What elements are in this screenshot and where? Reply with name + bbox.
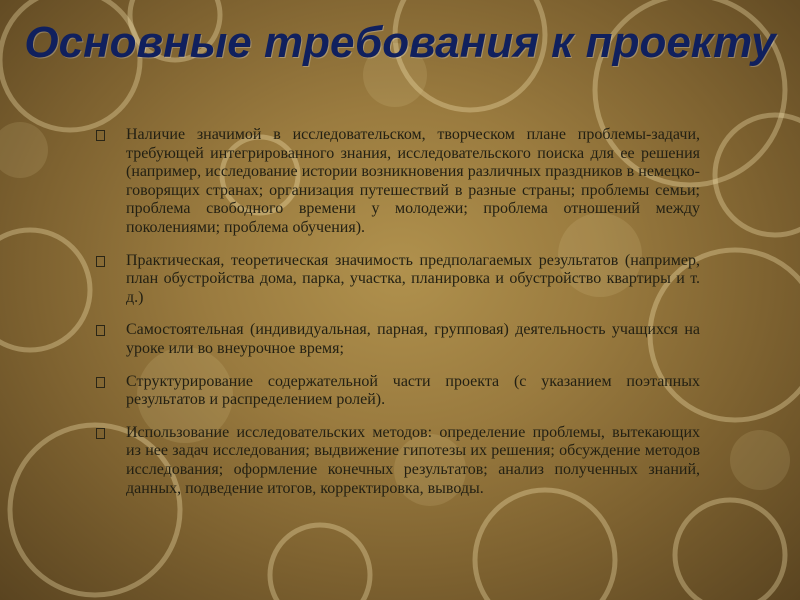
square-bullet-icon xyxy=(96,377,105,388)
list-item xyxy=(96,321,700,358)
square-bullet-icon xyxy=(96,325,105,336)
list-item xyxy=(96,126,700,238)
list-item xyxy=(96,373,700,410)
bokeh-circle xyxy=(270,525,370,600)
requirements-list xyxy=(96,126,700,512)
bokeh-dot xyxy=(0,122,48,178)
list-item-text: Практическая, теоретическая значимость предполагаемых результатов (например, план обустройства дома, парка, участка, планировка и обустройство квартиры и т. д.) xyxy=(126,251,700,306)
square-bullet-icon xyxy=(96,428,105,439)
square-bullet-icon xyxy=(96,130,105,141)
bokeh-circle xyxy=(675,500,785,600)
bokeh-dot xyxy=(730,430,790,490)
list-item xyxy=(96,252,700,308)
list-item xyxy=(96,424,700,498)
list-item-text: Использование исследовательских методов: определение проблемы, вытекающих из нее задач исследования; выдвижение гипотезы их решения; обсуждение методов исследования; оформление конечных результатов; анализ полученных знаний, данных, подведение итогов, корректировка, выводы. xyxy=(126,423,700,497)
square-bullet-icon xyxy=(96,256,105,267)
list-item-text: Структурирование содержательной части проекта (с указанием поэтапных результатов и распределением ролей). xyxy=(126,372,700,409)
bokeh-circle xyxy=(0,230,90,350)
list-item-text: Наличие значимой в исследовательском, творческом плане проблемы-задачи, требующей интегрированного знания, исследовательского поиска для ее решения (например, исследование истории возникновения различных праздников в немецко-говорящих странах; организация путешествий в разные страны; проблемы семьи; проблема свободного времени у молодежи; проблема отношений между поколениями; проблема обучения). xyxy=(126,126,700,236)
slide-title: Основные требования к проекту xyxy=(24,18,776,67)
list-item-text: Самостоятельная (индивидуальная, парная, групповая) деятельность учащихся на уроке или во внеурочное время; xyxy=(126,321,700,357)
